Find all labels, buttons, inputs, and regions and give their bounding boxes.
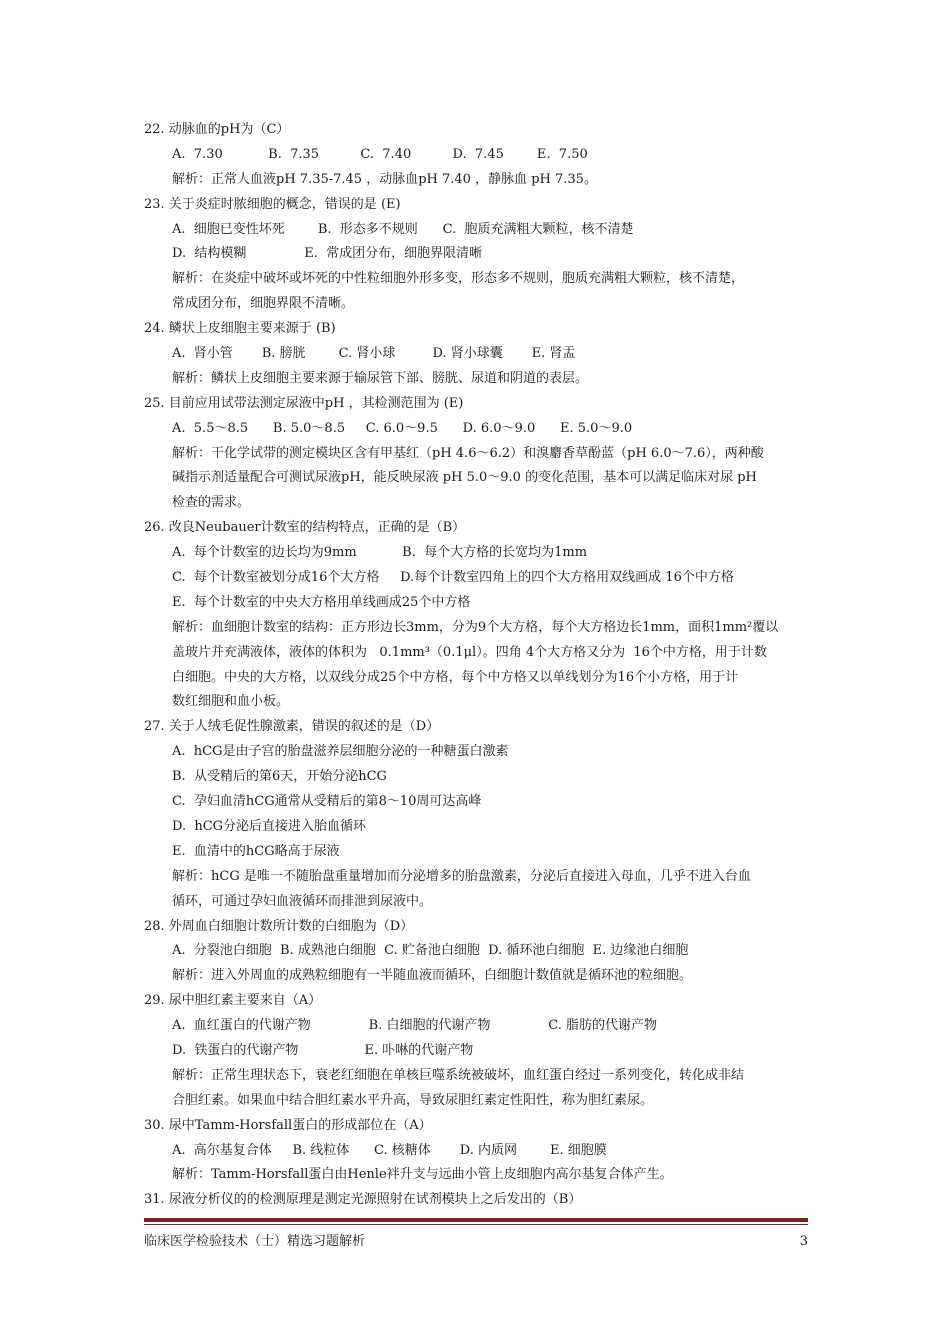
answer-line: 常成团分布，细胞界限不清晰。	[172, 296, 355, 312]
answer-line: D. 铁蛋白的代谢产物 E. 卟啉的代谢产物	[172, 1042, 474, 1058]
answer-line: A. 分裂池白细胞 B. 成熟池白细胞 C. 贮备池白细胞 D. 循环池白细胞 E. 边缘池白细胞	[172, 943, 689, 959]
answer-line: 解析：鳞状上皮细胞主要来源于输尿管下部、膀胱、尿道和阴道的表层。	[172, 370, 589, 386]
question-list	[144, 118, 814, 1213]
answer-line: A. 肾小管 B. 膀胱 C. 肾小球 D. 肾小球囊 E. 肾盂	[172, 346, 576, 362]
answer-line: A. 血红蛋白的代谢产物 B. 白细胞的代谢产物 C. 脂肪的代谢产物	[172, 1018, 658, 1034]
answer-line: 解析：进入外周血的成熟粒细胞有一半随血液而循环，白细胞计数值就是循环池的粒细胞。	[172, 968, 693, 984]
answer-line: A. hCG是由子宫的胎盘滋养层细胞分泌的一种糖蛋白激素	[172, 744, 509, 760]
question-line: 22. 动脉血的pH为（C）	[144, 122, 290, 137]
answer-line: 解析：正常生理状态下，衰老红细胞在单核巨噬系统被破坏，血红蛋白经过一系列变化，转化成非结	[172, 1067, 745, 1083]
answer-line: 盖玻片并充满液体，液体的体积为 0.1mm³（0.1μl）。四角 4个大方格又分为 16个中方格，用于计数	[172, 644, 767, 660]
answer-line: 解析：干化学试带的测定模块区含有甲基红（pH 4.6～6.2）和溴麝香草酚蓝（pH 6.0～7.6），两种酸	[172, 445, 764, 461]
answer-line: C. 孕妇血清hCG通常从受精后的第8～10周可达高峰	[172, 794, 482, 810]
answer-line: E. 每个计数室的中央大方格用单线画成25个中方格	[172, 594, 471, 610]
answer-line: B. 从受精后的第6天，开始分泌hCG	[172, 769, 387, 785]
question-line: 27. 关于人绒毛促性腺激素，错误的叙述的是（D）	[144, 719, 440, 735]
answer-line: A. 高尔基复合体 B. 线粒体 C. 核糖体 D. 内质网 E. 细胞膜	[172, 1142, 607, 1158]
question-line: 25. 目前应用试带法测定尿液中pH ，其检测范围为 (E)	[144, 395, 464, 411]
answer-line: 解析：Tamm-Horsfall蛋白由Henle袢升支与远曲小管上皮细胞内高尔基复合体产生。	[172, 1167, 673, 1183]
answer-line: A. 5.5～8.5 B. 5.0～8.5 C. 6.0～9.5 D. 6.0～9.0 E. 5.0～9.0	[172, 420, 633, 436]
question-line: 29. 尿中胆红素主要来自（A）	[144, 993, 322, 1009]
question-line: 28. 外周血白细胞计数所计数的白细胞为（D）	[144, 918, 414, 934]
answer-line: A. 细胞已变性坏死 B. 形态多不规则 C. 胞质充满粗大颗粒，核不清楚	[172, 221, 634, 237]
question-line: 26. 改良Neubauer计数室的结构特点，正确的是（B）	[144, 520, 466, 536]
answer-line: 碱指示剂适量配合可测试尿液pH，能反映尿液 pH 5.0～9.0 的变化范围，基本可以满足临床对尿 pH	[172, 470, 757, 486]
question-line: 23. 关于炎症时脓细胞的概念，错误的是 (E)	[144, 196, 401, 212]
answer-line: 白细胞。中央的大方格，以双线分成25个中方格，每个中方格又以单线划分为16个小方格，用于计	[172, 669, 739, 685]
footer-title: 临床医学检验技术（士）精选习题解析	[144, 1234, 366, 1249]
answer-line: 检查的需求。	[172, 495, 251, 511]
answer-line: E. 血清中的hCG略高于尿液	[172, 843, 340, 859]
answer-line: A. 7.30 B. 7.35 C. 7.40 D. 7.45 E. 7.50	[172, 146, 588, 162]
footer-rule-thick	[144, 1218, 808, 1222]
answer-line: 解析：hCG 是唯一不随胎盘重量增加而分泌增多的胎盘激素，分泌后直接进入母血，几乎不进入台血	[172, 868, 751, 884]
answer-line: 循环，可通过孕妇血液循环而排泄到尿液中。	[172, 893, 433, 909]
answer-line: A. 每个计数室的边长均为9mm B. 每个大方格的长宽均为1mm	[172, 545, 588, 561]
question-line: 24. 鳞状上皮细胞主要来源于 (B)	[144, 321, 336, 337]
answer-line: 解析：正常人血液pH 7.35-7.45 ，动脉血pH 7.40 ，静脉血 pH 7.35。	[172, 171, 597, 187]
answer-line: C. 每个计数室被划分成16个大方格 D.每个计数室四角上的四个大方格用双线画成 16个中方格	[172, 570, 734, 586]
footer-rule-thin	[144, 1224, 808, 1225]
answer-line: D. 结构模糊 E. 常成团分布，细胞界限清晰	[172, 246, 483, 262]
answer-line: 数红细胞和血小板。	[172, 694, 290, 710]
question-line: 30. 尿中Tamm-Horsfall蛋白的形成部位在（A）	[144, 1117, 432, 1133]
answer-line: D. hCG分泌后直接进入胎血循环	[172, 818, 367, 834]
answer-line: 解析：在炎症中破坏或坏死的中性粒细胞外形多变，形态多不规则，胞质充满粗大颗粒，核不清楚，	[172, 271, 745, 287]
answer-line: 解析：血细胞计数室的结构：正方形边长3mm，分为9个大方格，每个大方格边长1mm，面积1mm²覆以	[172, 619, 779, 635]
question-line: 31. 尿液分析仪的的检测原理是测定光源照射在试剂模块上之后发出的（B）	[144, 1192, 582, 1208]
page-number: 3	[799, 1234, 808, 1249]
answer-line: 合胆红素。如果血中结合胆红素水平升高，导致尿胆红素定性阳性，称为胆红素尿。	[172, 1092, 654, 1108]
